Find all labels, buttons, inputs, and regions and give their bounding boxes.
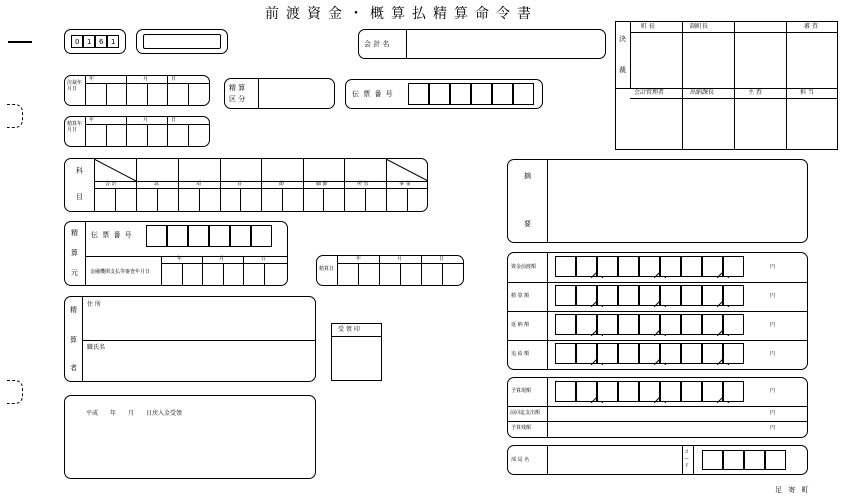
amount-digit-cell[interactable] xyxy=(618,285,639,306)
budget-table xyxy=(507,377,808,438)
amount-digit-cell[interactable] xyxy=(597,285,618,306)
amount-digit-cell[interactable] xyxy=(597,381,618,402)
amount-digit-cell[interactable] xyxy=(618,381,639,402)
amount-digit-cell[interactable] xyxy=(681,285,702,306)
punch-hole-mark xyxy=(7,104,23,128)
budget-spent-label: 前回迄支出額 xyxy=(510,410,541,416)
slip-number-field[interactable]: 伝 票 番 号 xyxy=(345,79,543,109)
amount-label: 資金前渡額 xyxy=(511,264,537,270)
refund-receipt-box: 平成 年 月 日戻入金受領 xyxy=(64,395,316,479)
approver-treasurer-label: 会計管理者 xyxy=(634,89,665,96)
amount-digit-cell[interactable] xyxy=(660,381,681,402)
kamoku-header: 款 xyxy=(154,181,160,187)
amount-digit-cell[interactable] xyxy=(723,343,744,364)
amount-digit-cell[interactable] xyxy=(723,381,744,402)
form-number-digit: 1 xyxy=(87,38,92,46)
amount-digit-cell[interactable] xyxy=(660,285,681,306)
kamoku-header: 細 節 xyxy=(316,181,328,187)
amount-digit-cell[interactable] xyxy=(555,285,576,306)
approver-chief-label: 主 査 xyxy=(748,89,762,96)
approver-staff-label: 担 当 xyxy=(800,89,814,96)
kamoku-header: 事 業 xyxy=(399,181,411,187)
kamoku-header: 項 xyxy=(196,181,202,187)
yen-unit: 円 xyxy=(770,264,776,270)
amount-digit-cell[interactable] xyxy=(681,381,702,402)
amount-digit-cell[interactable] xyxy=(723,314,744,335)
approver-cashier-label: 出納課長 xyxy=(690,89,715,96)
approver-mayor-label: 町 長 xyxy=(641,23,655,30)
yen-unit: 円 xyxy=(770,293,776,299)
amount-digit-cell[interactable] xyxy=(597,343,618,364)
form-number-digit: 6 xyxy=(99,38,104,46)
summary-field[interactable]: 摘 要 xyxy=(507,159,808,243)
margin-mark xyxy=(8,41,32,43)
yen-unit: 円 xyxy=(770,425,776,431)
settlement-day-box[interactable]: 精算日 年 月 日 xyxy=(316,255,464,286)
document-number-box[interactable] xyxy=(136,29,228,54)
amount-digit-cell[interactable] xyxy=(660,256,681,277)
yen-unit: 円 xyxy=(770,388,776,394)
punch-hole-mark xyxy=(7,380,23,404)
amount-digit-cell[interactable] xyxy=(597,256,618,277)
approver-deputy-label: 副町長 xyxy=(690,23,709,30)
amount-digit-cell[interactable] xyxy=(618,343,639,364)
amount-digit-cell[interactable] xyxy=(555,343,576,364)
amount-digit-cell[interactable] xyxy=(597,314,618,335)
amount-digit-cell[interactable] xyxy=(555,314,576,335)
yen-unit: 円 xyxy=(770,322,776,328)
title-name-label: 職氏名 xyxy=(87,344,106,351)
form-number-digit: 1 xyxy=(111,38,116,46)
footer-town-name: 足 寄 町 xyxy=(775,486,811,494)
amount-digit-cell[interactable] xyxy=(555,381,576,402)
amount-label: 追 給 額 xyxy=(511,351,530,357)
accounting-name-field[interactable]: 会 計 名 xyxy=(358,29,606,59)
diagonal-line xyxy=(386,159,428,181)
amount-digit-cell[interactable] xyxy=(723,285,744,306)
amount-label: 精 算 額 xyxy=(511,293,530,299)
amount-digit-cell[interactable] xyxy=(681,343,702,364)
kamoku-header: 目 xyxy=(237,181,243,187)
settlement-source-box: 精 算 元 伝 票 番 号 金融機関支払等審査年月日 年 月 日 xyxy=(64,221,288,286)
approval-stamp-table: 決 裁 町 長 副町長 審 査 会計管理者 出納課長 主 査 担 当 xyxy=(615,21,838,150)
budget-label: 予算現額 xyxy=(511,388,532,394)
address-label: 住 所 xyxy=(87,301,101,308)
amount-digit-cell[interactable] xyxy=(681,256,702,277)
amount-digit-cell[interactable] xyxy=(681,314,702,335)
budget-remaining-label: 予算残額 xyxy=(511,425,532,431)
amount-digit-cell[interactable] xyxy=(660,314,681,335)
diagonal-line xyxy=(94,159,136,181)
approver-review-label: 審 査 xyxy=(804,23,818,30)
amount-digit-cell[interactable] xyxy=(555,256,576,277)
receipt-stamp-box[interactable]: 受 領 印 xyxy=(331,323,382,381)
department-field[interactable]: 部 局 名 コード xyxy=(507,445,808,475)
form-title: 前渡資金・概算払精算命令書 xyxy=(265,6,538,22)
amount-digit-cell[interactable] xyxy=(618,256,639,277)
settlement-category-field[interactable]: 精 算 区 分 xyxy=(224,78,335,109)
kamoku-header: 節 xyxy=(279,181,285,187)
amounts-table xyxy=(507,252,808,370)
form-number-digit: 0 xyxy=(75,38,80,46)
code-label: コード xyxy=(684,449,690,469)
kamoku-header: 所 管 xyxy=(357,181,369,187)
yen-unit: 円 xyxy=(770,351,776,357)
amount-digit-cell[interactable] xyxy=(618,314,639,335)
kamoku-header: 会 計 xyxy=(105,181,117,187)
account-code-table: 科 目 会 計 款 項 目 節 細 節 所 管 事 業 xyxy=(64,158,428,212)
settlement-date-box[interactable]: 精算年月日 年 月 日 xyxy=(64,116,210,147)
amount-label: 返 納 額 xyxy=(511,322,530,328)
yen-unit: 円 xyxy=(770,410,776,416)
amount-digit-cell[interactable] xyxy=(660,343,681,364)
amount-digit-cell[interactable] xyxy=(723,256,744,277)
form-number-box xyxy=(64,29,126,54)
claimant-box: 精 算 者 住 所 職氏名 xyxy=(64,296,316,382)
approval-date-box[interactable]: 決裁年月日 年 月 日 xyxy=(64,75,210,106)
